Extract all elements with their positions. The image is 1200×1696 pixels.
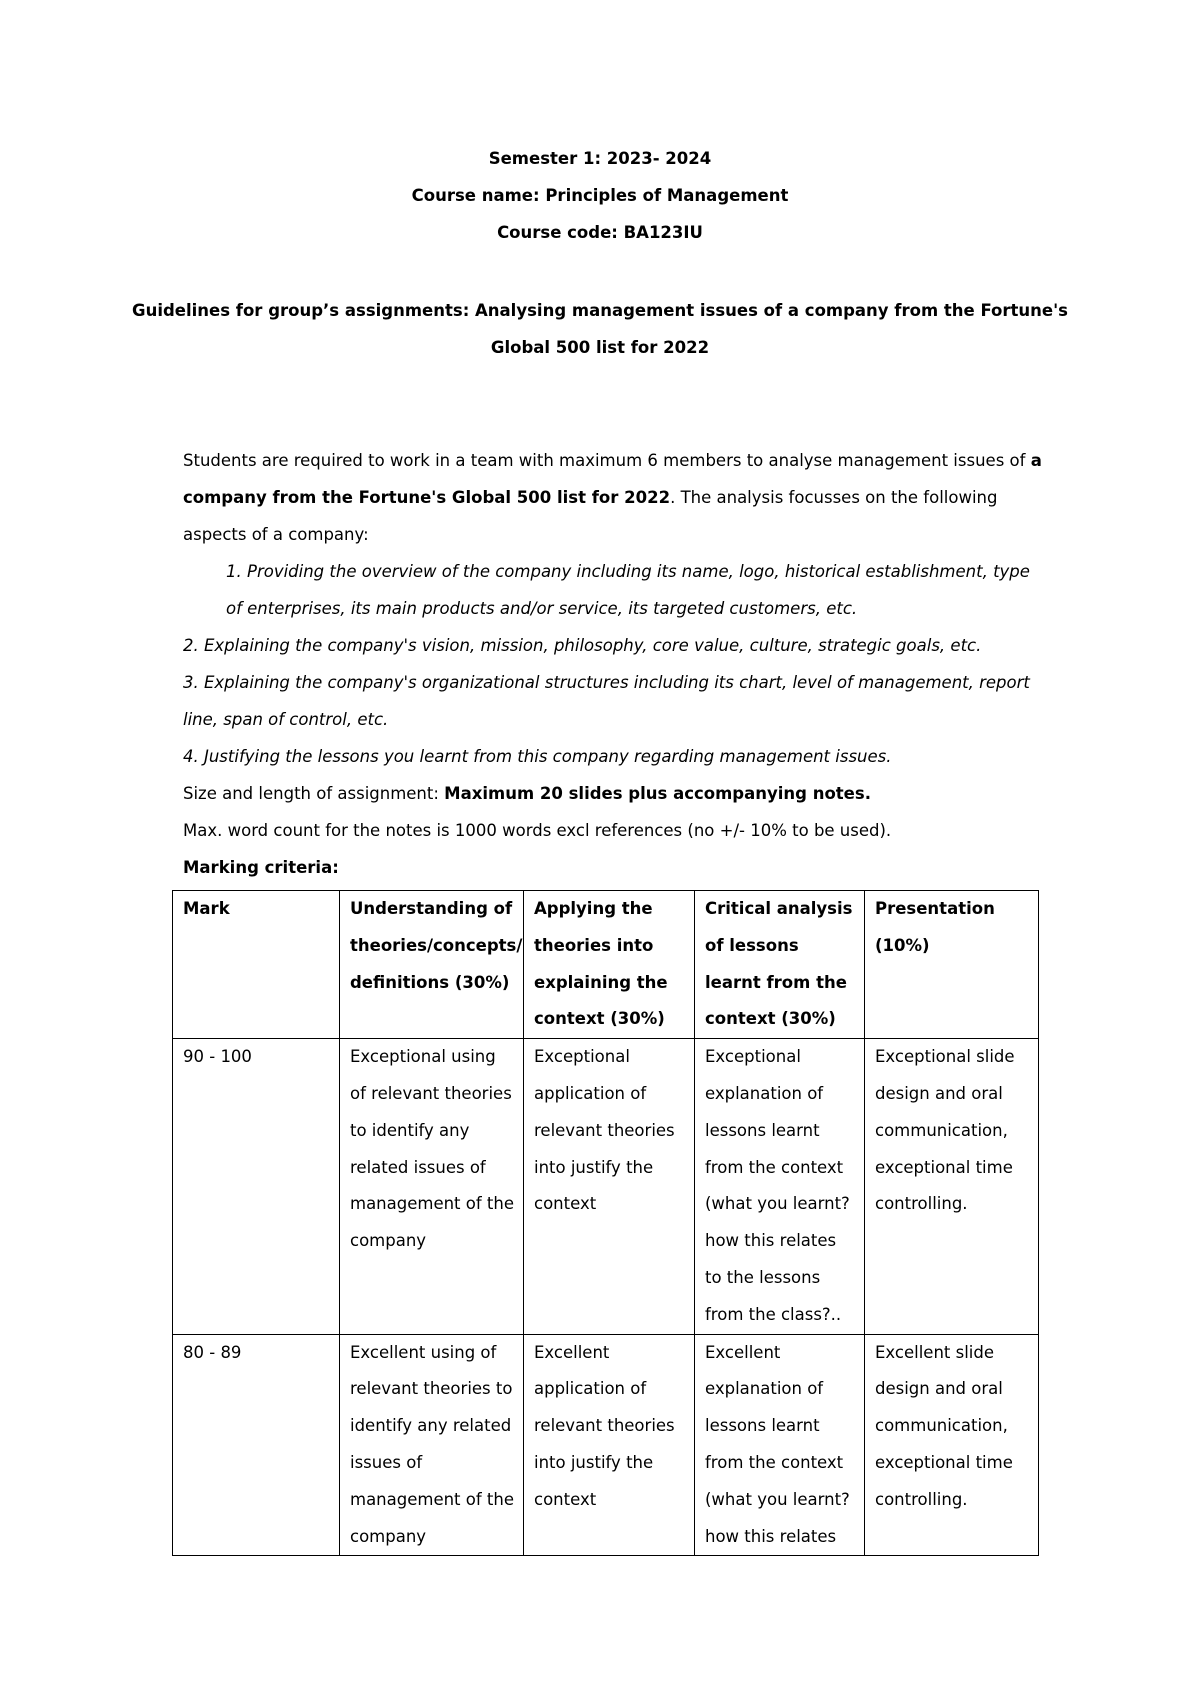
intro-text-1: Students are required to work in a team with maximum 6 members to analyse management issues of	[183, 451, 1031, 470]
table-row	[173, 1039, 1039, 1334]
table-cell: Exceptional using of relevant theories to identify any related issues of management of the company	[340, 1039, 524, 1334]
intro-paragraph	[183, 442, 1043, 553]
size-label: Size and length of assignment:	[183, 784, 445, 803]
table-cell: Exceptional application of relevant theories into justify the context	[524, 1039, 695, 1334]
aspect-item-4: 4. Justifying the lessons you learnt from this company regarding management issues.	[183, 747, 892, 766]
guideline-title-line1: Guidelines for group’s assignments: Analysing management issues of a company from the Fortune's	[132, 301, 1068, 320]
table-cell: Exceptional slide design and oral communication, exceptional time controlling.	[865, 1039, 1039, 1334]
table-row	[173, 1334, 1039, 1556]
aspect-item-1: 1. Providing the overview of the company including its name, logo, historical establishment, type of enterprises, its main products and/or service, its targeted customers, etc.	[226, 562, 1030, 618]
marking-criteria-label: Marking criteria:	[183, 858, 339, 877]
header-understanding: Understanding of theories/concepts/ definitions (30%)	[340, 891, 524, 1039]
table-cell: Exceptional explanation of lessons learnt from the context (what you learnt? how this relates to the lessons from the class?..	[695, 1039, 865, 1334]
table-cell: Excellent application of relevant theories into justify the context	[524, 1334, 695, 1556]
semester-line: Semester 1: 2023- 2024	[488, 149, 712, 168]
header-presentation: Presentation (10%)	[865, 891, 1039, 1039]
header-applying: Applying the theories into explaining the context (30%)	[524, 891, 695, 1039]
course-name: Course name: Principles of Management	[411, 186, 789, 205]
header-mark: Mark	[173, 891, 340, 1039]
size-line	[183, 775, 1043, 812]
table-cell: 80 - 89	[173, 1334, 340, 1556]
marking-criteria-table	[172, 890, 1039, 1556]
table-cell: 90 - 100	[173, 1039, 340, 1334]
intro-text-2: . The analysis focusses on the following aspects of a company:	[183, 488, 998, 544]
table-cell: Excellent slide design and oral communication, exceptional time controlling.	[865, 1334, 1039, 1556]
table-cell: Excellent using of relevant theories to identify any related issues of management of the company	[340, 1334, 524, 1556]
guideline-title	[0, 292, 1200, 366]
table-cell: Excellent explanation of lessons learnt from the context (what you learnt? how this relates	[695, 1334, 865, 1556]
header-critical-analysis: Critical analysis of lessons learnt from the context (30%)	[695, 891, 865, 1039]
intro-company-bold: a company from the Fortune's Global 500 list for 2022	[183, 451, 1042, 507]
course-code: Course code: BA123IU	[497, 223, 703, 242]
aspect-item-3: 3. Explaining the company's organizational structures including its chart, level of management, report line, span of control, etc.	[183, 673, 1030, 729]
aspect-item-2: 2. Explaining the company's vision, mission, philosophy, core value, culture, strategic goals, etc.	[183, 636, 982, 655]
word-count-line: Max. word count for the notes is 1000 words excl references (no +/- 10% to be used).	[183, 821, 892, 840]
table-header-row	[173, 891, 1039, 1039]
assignment-body	[183, 442, 1043, 886]
size-value: Maximum 20 slides plus accompanying notes.	[444, 784, 871, 803]
document-header	[0, 140, 1200, 251]
guideline-title-line2: Global 500 list for 2022	[490, 338, 710, 357]
